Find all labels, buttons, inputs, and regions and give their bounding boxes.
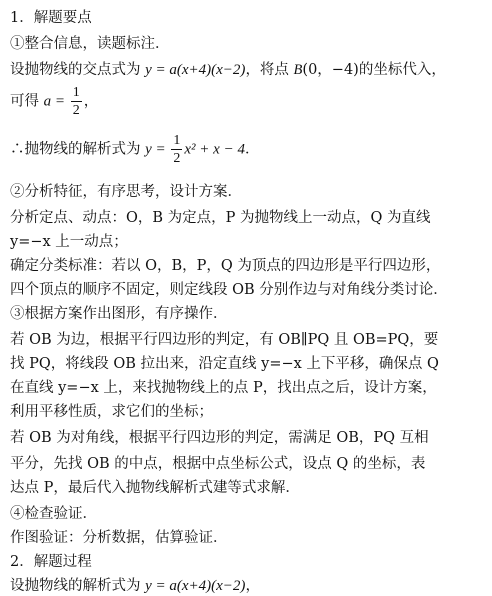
intercept-form-formula: y = a(x+4)(x−2) — [145, 578, 246, 594]
text-run: ， — [83, 93, 99, 110]
text-run: 设抛物线的解析式为 — [10, 578, 146, 594]
solution-first-line — [10, 574, 260, 595]
coefficient-lhs: a = — [43, 93, 69, 110]
paragraph-line: 四个顶点的顺序不固定，则定线段 OB 分别作边与对角线分类讨论． — [10, 282, 448, 298]
intercept-form-line — [10, 58, 446, 79]
fraction-denominator: 2 — [173, 151, 181, 166]
paragraph-line: 平分，先找 OB 的中点，根据中点坐标公式，设点 Q 的坐标，表 — [10, 456, 426, 472]
paragraph-line: 若 OB 为边，根据平行四边形的判定，有 OB∥PQ 且 OB=PQ，要 — [10, 332, 439, 348]
coefficient-line — [10, 84, 98, 119]
fraction-denominator: 2 — [72, 103, 80, 118]
text-run: ， — [245, 578, 260, 594]
text-run: ，将点 — [245, 62, 294, 78]
intercept-form-formula: y = a(x+4)(x−2) — [145, 62, 246, 78]
paragraph-line: 找 PQ，将线段 OB 拉出来，沿定直线 y=−x 上下平移，确保点 Q — [10, 356, 439, 372]
section-heading-1: 1．解题要点 — [10, 10, 92, 26]
fraction-one-half — [171, 132, 182, 167]
text-run: 可得 — [10, 93, 44, 110]
text-run: 设抛物线的交点式为 — [10, 62, 146, 78]
paragraph-line: 达点 P，最后代入抛物线解析式建等式求解． — [10, 480, 300, 496]
text-run: ． — [244, 141, 260, 158]
step-4-title: ④检查验证． — [10, 506, 97, 522]
equation-rhs: x² + x − 4 — [184, 141, 245, 158]
paragraph-line: 作图验证：分析数据，估算验证． — [10, 530, 228, 546]
equation-lhs: y = — [145, 141, 170, 158]
paragraph-line: 在直线 y=−x 上，来找抛物线上的点 P，找出点之后，设计方案， — [10, 380, 437, 396]
step-3-title: ③根据方案作出图形，有序操作． — [10, 306, 228, 322]
fraction-one-half — [71, 84, 82, 119]
fraction-numerator: 1 — [173, 133, 181, 148]
point-b-label: B — [293, 62, 303, 78]
paragraph-line: 利用平移性质，求它们的坐标； — [10, 404, 213, 420]
step-1-title: ①整合信息，读题标注． — [10, 36, 170, 52]
step-2-title: ②分析特征，有序思考，设计方案． — [10, 184, 242, 200]
parabola-equation-line — [10, 132, 259, 167]
section-heading-2: 2．解题过程 — [10, 554, 92, 570]
text-run: (0，−4)的坐标代入， — [302, 62, 446, 78]
fraction-numerator: 1 — [72, 85, 80, 100]
paragraph-line: 确定分类标准：若以 O，B，P，Q 为顶点的四边形是平行四边形， — [10, 258, 441, 274]
text-run: ∴抛物线的解析式为 — [10, 141, 146, 158]
paragraph-line: 若 OB 为对角线，根据平行四边形的判定，需满足 OB，PQ 互相 — [10, 430, 429, 446]
paragraph-line: 分析定点、动点：O，B 为定点，P 为抛物线上一动点，Q 为直线 — [10, 210, 431, 226]
paragraph-line: y=−x 上一动点； — [10, 234, 128, 250]
